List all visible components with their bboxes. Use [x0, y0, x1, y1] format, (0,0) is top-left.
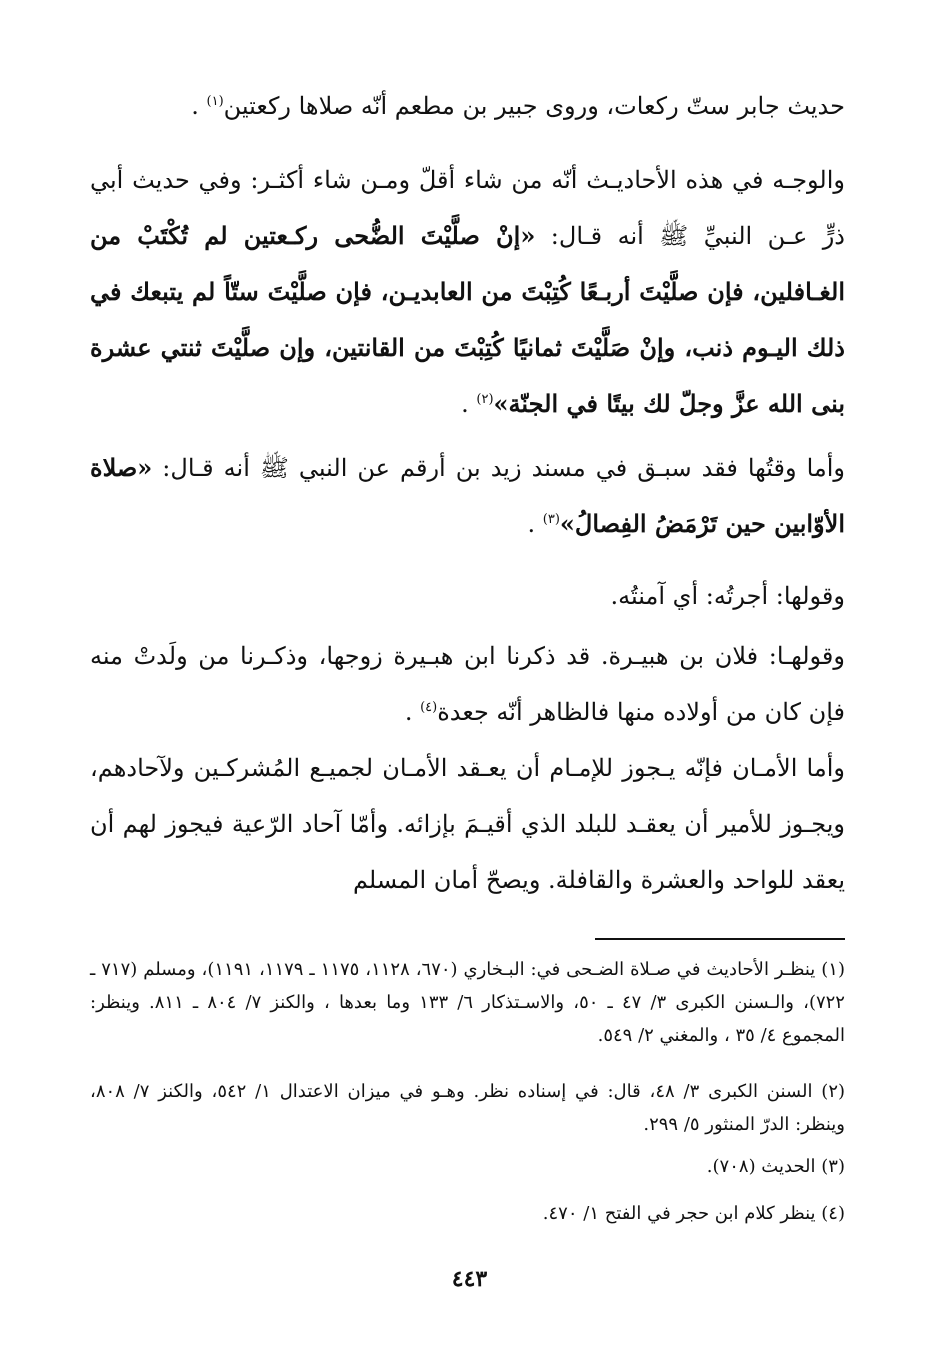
paragraph-end: . [527, 510, 543, 538]
page-number: ٤٤٣ [451, 1266, 488, 1292]
paragraph-text: وقولهـا: فلان بن هبيـرة. قد ذكرنا ابن هبـيرة زوجها، وذكـرنا من ولَدتْ منه فإن كان من أولاده منها فالظاهر أنّه جعدة [90, 642, 845, 726]
paragraph-text: وأما وقتُها فقد سبـق في مسند زيد بن أرقم عن النبي ﷺ أنه قـال: [152, 454, 845, 482]
hadith-quote-bold: «إنْ صلَّيْتَ الضُّحى ركـعتين لم تُكْتَبْ من الغـافلين، فإن صلَّيْتَ أربـعًا كُتِبْتَ من العابديـن، فإن صلَّيْتَ ستّاً لم يتبعك في ذلك اليـوم ذنب، وإنْ صَلَّيْتَ ثمانيًا كُتِبْتَ من القانتين، وإن صلَّيْتَ ثنتي عشرة بنى الله عزَّ وجلّ لك بيتًا في الجنّة» [90, 221, 845, 418]
paragraph-text: حديث جابر ستّ ركعات، وروى جبير بن مطعم أنّه صلاها ركعتين [223, 92, 845, 120]
footnote-divider [595, 938, 845, 940]
footnote-4: (٤) ينظر كلام ابن حجر في الفتح ١/ ٤٧٠. [542, 1203, 845, 1224]
paragraph-text: والوجـه في هذه الأحاديـث أنّه من شاء أقلّ ومـن شاء أكثـر: وفي حديث أبي ذرٍّ عـن النبيِّ ﷺ أنه قـال: [90, 166, 845, 250]
paragraph-text: وقولها: أجرتُه: أي آمنتُه. [610, 582, 845, 610]
paragraph-ibn-hubayra [90, 628, 845, 740]
footnote-3: (٣) الحديث (٧٠٨). [706, 1156, 845, 1177]
footnote-2: (٢) السنن الكبرى ٣/ ٤٨، قال: في إسناده نظر. وهـو في ميزان الاعتدال ١/ ٥٤٢، والكنز ٧/ ٨٠٨، وينظر: الدرّ المنثور ٥/ ٢٩٩. [90, 1081, 846, 1135]
paragraph-end: . [461, 390, 477, 418]
footnote-ref-4: (٤) [420, 700, 438, 715]
footnote-1: (١) ينظـر الأحاديث في صـلاة الضـحى في: البـخاري (٦٧٠، ١١٢٨، ١١٧٥ ـ ١١٧٩، ١١٩١)، ومسلم (٧١٧ ـ ٧٢٢)، والـسنن الكبرى ٣/ ٤٧ ـ ٥٠، والاسـتذكار ٦/ ١٣٣ وما بعدها ، والكنز ٧/ ٨٠٤ ـ ٨١١. وينظر: المجموع ٤/ ٣٥ ، والمغني ٢/ ٥٤٩. [90, 959, 845, 1046]
hadith-quote-bold: «صلاة الأوّابين حين تَرْمَضُ الفِصالُ» [90, 453, 845, 538]
paragraph-duha-explanation [90, 152, 845, 432]
paragraph-jabir-hadith [90, 78, 845, 134]
paragraph-end: . [191, 92, 207, 120]
paragraph-ajartuh [90, 568, 845, 624]
paragraph-end: . [404, 698, 421, 726]
paragraph-aman [90, 740, 845, 908]
paragraph-prayer-time [90, 440, 845, 552]
footnote-ref-1: (١) [206, 94, 224, 109]
footnote-ref-2: (٢) [476, 392, 494, 407]
paragraph-text: وأما الأمـان فإنّه يـجوز للإمـام أن يعـقد الأمـان لجميـع المُشركـين ولآحادهم، ويجـوز للأمير أن يعقـد للبلد الذي أقيـمَ بإزائه. وأمّا آحاد الرّعية فيجوز لهم أن يعقد للواحد والعشرة والقافلة. ويصحّ أمان المسلم [90, 754, 845, 894]
footnote-ref-3: (٣) [542, 512, 560, 527]
